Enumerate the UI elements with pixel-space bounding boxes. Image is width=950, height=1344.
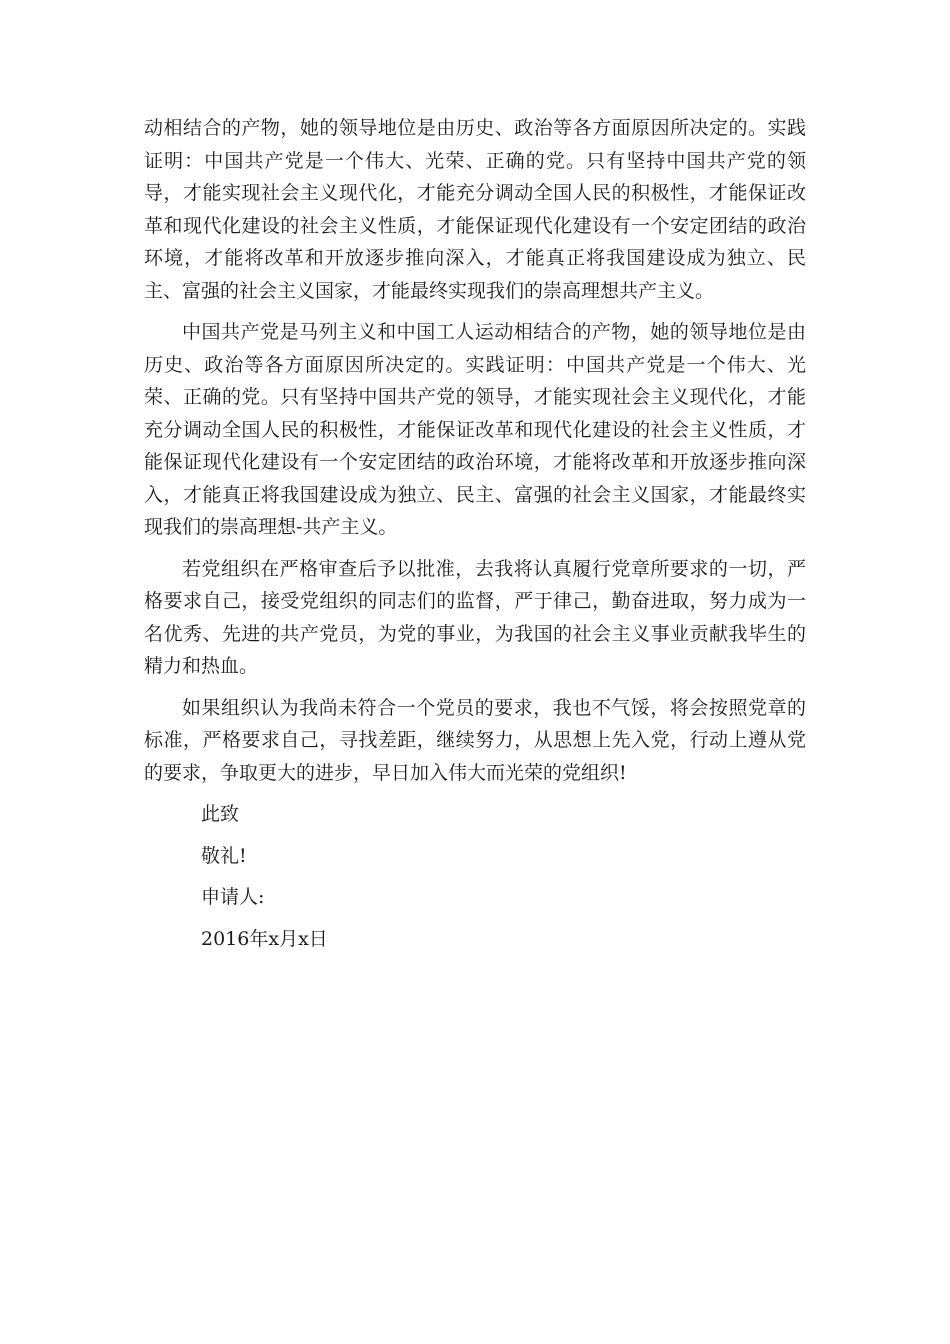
paragraph-party-role: 中国共产党是马列主义和中国工人运动相结合的产物，她的领导地位是由历史、政治等各方面原因所决定的。实践证明：中国共产党是一个伟大、光荣、正确的党。只有坚持中国共产党的领导，才能实现社会主义现代化，才能充分调动全国人民的积极性，才能保证改革和现代化建设的社会主义性质，才能保证现代化建设有一个安定团结的政治环境，才能将改革和开放逐步推向深入，才能真正将我国建设成为独立、民主、富强的社会主义国家，才能最终实现我们的崇高理想-共产主义。 [144, 321, 806, 538]
applicant-label: 申请人: [201, 886, 265, 908]
paragraph-commitment: 若党组织在严格审查后予以批准，去我将认真履行党章所要求的一切，严格要求自己，接受党组织的同志们的监督，严于律己，勤奋进取，努力成为一名优秀、先进的共产党员，为党的事业，为我国的社会主义事业贡献我毕生的精力和热血。 [144, 557, 806, 677]
letter-body [144, 112, 806, 964]
closing-regards: 敬礼! [201, 844, 247, 867]
closing-salutation: 此致 [201, 803, 240, 825]
paragraph-continuation: 动相结合的产物，她的领导地位是由历史、政治等各方面原因所决定的。实践证明：中国共产党是一个伟大、光荣、正确的党。只有坚持中国共产党的领导，才能实现社会主义现代化，才能充分调动全国人民的积极性，才能保证改革和现代化建设的社会主义性质，才能保证现代化建设有一个安定团结的政治环境，才能将改革和开放逐步推向深入，才能真正将我国建设成为独立、民主、富强的社会主义国家，才能最终实现我们的崇高理想共产主义。 [144, 117, 806, 302]
paragraph-resolve: 如果组织认为我尚未符合一个党员的要求，我也不气馁，将会按照党章的标准，严格要求自己，寻找差距，继续努力，从思想上先入党，行动上遵从党的要求，争取更大的进步，早日加入伟大而光荣的党组织! [144, 696, 806, 784]
letter-date: 2016年x月x日 [201, 927, 328, 950]
